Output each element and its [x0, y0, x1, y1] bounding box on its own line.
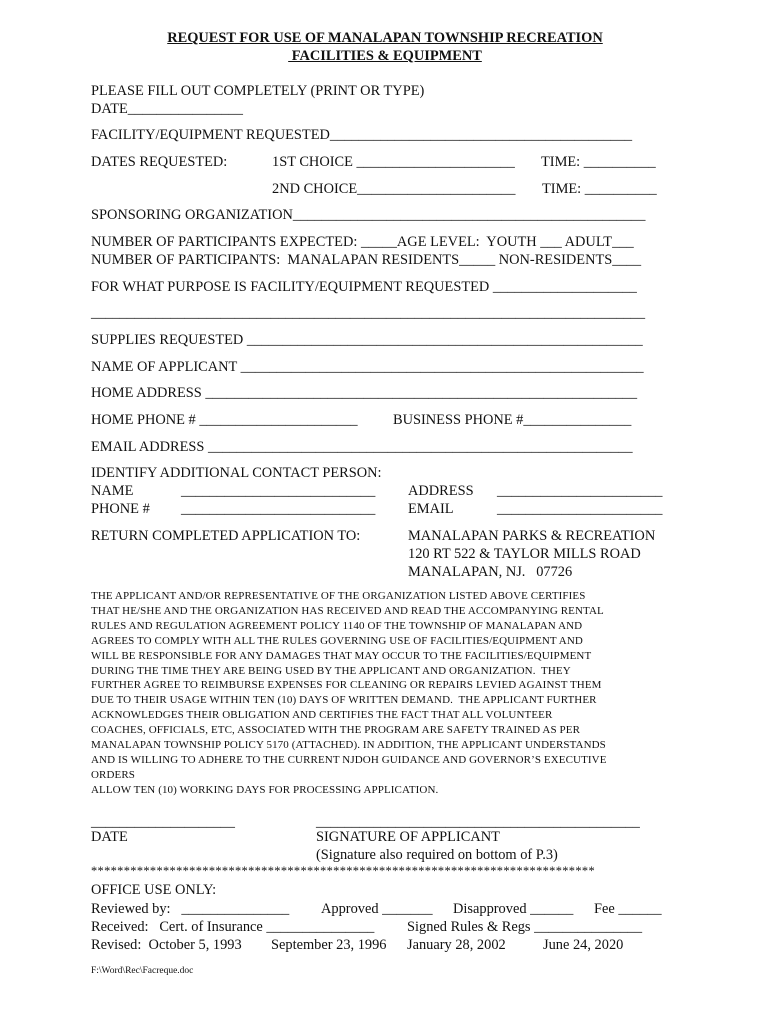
contact-phone-label: PHONE #	[91, 501, 150, 517]
agreement-line: AND IS WILLING TO ADHERE TO THE CURRENT NJDOH GUIDANCE AND GOVERNOR’S EXECUTIVE	[91, 753, 607, 766]
signed-rules-field[interactable]: Signed Rules & Regs _______________	[407, 919, 643, 935]
revision-date-2002: January 28, 2002	[407, 937, 506, 953]
contact-name-field[interactable]: ___________________________	[181, 483, 376, 499]
second-choice-time-field[interactable]: TIME: __________	[542, 181, 657, 197]
return-label: RETURN COMPLETED APPLICATION TO:	[91, 528, 361, 544]
home-phone-field[interactable]: HOME PHONE # ______________________	[91, 412, 358, 428]
second-choice-field[interactable]: 2ND CHOICE______________________	[272, 181, 516, 197]
form-title-line2: FACILITIES & EQUIPMENT	[288, 48, 482, 64]
agreement-line: ORDERS	[91, 768, 135, 781]
revision-date-2020: June 24, 2020	[543, 937, 624, 953]
agreement-line: THE APPLICANT AND/OR REPRESENTATIVE OF THE ORGANIZATION LISTED ABOVE CERTIFIES	[91, 590, 586, 602]
contact-address-label: ADDRESS	[408, 483, 474, 499]
agreement-line: COACHES, OFFICIALS, ETC, ASSOCIATED WITH THE PROGRAM ARE SAFETY TRAINED AS PER	[91, 724, 581, 737]
participants-expected-field[interactable]: NUMBER OF PARTICIPANTS EXPECTED: _____AGE LEVEL: YOUTH ___ ADULT___	[91, 234, 634, 250]
contact-email-label: EMAIL	[408, 501, 454, 517]
first-choice-time-field[interactable]: TIME: __________	[541, 154, 656, 170]
agreement-line: ALLOW TEN (10) WORKING DAYS FOR PROCESSING APPLICATION.	[91, 783, 439, 796]
separator-stars: *****************************************************************************	[91, 864, 595, 878]
instructions: PLEASE FILL OUT COMPLETELY (PRINT OR TYPE)	[91, 83, 425, 99]
file-path-footer: F:\Word\Rec\Facreque.doc	[91, 966, 194, 976]
revision-date-1996: September 23, 1996	[271, 937, 387, 953]
office-use-heading: OFFICE USE ONLY:	[91, 882, 217, 898]
signature-date-line[interactable]: ____________________	[91, 814, 235, 830]
signature-line[interactable]: _____________________________________________	[316, 814, 640, 830]
fee-field[interactable]: Fee ______	[594, 901, 662, 917]
participants-residents-field[interactable]: NUMBER OF PARTICIPANTS: MANALAPAN RESIDENTS_____ NON-RESIDENTS____	[91, 252, 642, 268]
facility-field[interactable]: FACILITY/EQUIPMENT REQUESTED__________________________________________	[91, 127, 633, 143]
first-choice-field[interactable]: 1ST CHOICE ______________________	[272, 154, 515, 170]
revised-label: Revised: October 5, 1993	[91, 937, 242, 953]
agreement-line: FURTHER AGREE TO REIMBURSE EXPENSES FOR CLEANING OR REPAIRS LEVIED AGAINST THEM	[91, 679, 602, 692]
return-address-line2: 120 RT 522 & TAYLOR MILLS ROAD	[408, 546, 641, 562]
contact-name-label: NAME	[91, 483, 134, 499]
form-title-line1: REQUEST FOR USE OF MANALAPAN TOWNSHIP RECREATION	[167, 30, 603, 46]
agreement-line: DURING THE TIME THEY ARE BEING USED BY THE APPLICANT AND ORGANIZATION. THEY	[91, 664, 571, 677]
sponsoring-organization-field[interactable]: SPONSORING ORGANIZATION_________________________________________________	[91, 207, 646, 223]
agreement-line: AGREES TO COMPLY WITH ALL THE RULES GOVERNING USE OF FACILITIES/EQUIPMENT AND	[91, 634, 583, 647]
purpose-field[interactable]: FOR WHAT PURPOSE IS FACILITY/EQUIPMENT REQUESTED ____________________	[91, 279, 637, 295]
signature-note: (Signature also required on bottom of P.3)	[316, 847, 558, 863]
agreement-line: MANALAPAN TOWNSHIP POLICY 5170 (ATTACHED). IN ADDITION, THE APPLICANT UNDERSTANDS	[91, 739, 606, 752]
signature-label: SIGNATURE OF APPLICANT	[316, 829, 500, 845]
supplies-field[interactable]: SUPPLIES REQUESTED _______________________________________________________	[91, 332, 643, 348]
return-address-line1: MANALAPAN PARKS & RECREATION	[408, 528, 656, 544]
home-address-field[interactable]: HOME ADDRESS ____________________________________________________________	[91, 385, 638, 401]
agreement-paragraph	[91, 589, 691, 798]
agreement-line: THAT HE/SHE AND THE ORGANIZATION HAS RECEIVED AND READ THE ACCOMPANYING RENTAL	[91, 604, 604, 617]
business-phone-field[interactable]: BUSINESS PHONE #_______________	[393, 412, 632, 428]
approved-field[interactable]: Approved _______	[321, 901, 433, 917]
date-field[interactable]: DATE________________	[91, 101, 243, 117]
purpose-continuation-line[interactable]: _____________________________________________________________________________	[91, 305, 646, 321]
signature-date-label: DATE	[91, 829, 128, 845]
return-address-line3: MANALAPAN, NJ. 07726	[408, 564, 573, 580]
agreement-line: ACKNOWLEDGES THEIR OBLIGATION AND CERTIFIES THE FACT THAT ALL VOLUNTEER	[91, 709, 553, 722]
contact-address-field[interactable]: _______________________	[497, 483, 663, 499]
dates-requested-label: DATES REQUESTED:	[91, 154, 228, 170]
contact-heading: IDENTIFY ADDITIONAL CONTACT PERSON:	[91, 465, 382, 481]
contact-phone-field[interactable]: ___________________________	[181, 501, 376, 517]
contact-email-field[interactable]: _______________________	[497, 501, 663, 517]
disapproved-field[interactable]: Disapproved ______	[453, 901, 574, 917]
email-address-field[interactable]: EMAIL ADDRESS ___________________________________________________________	[91, 439, 633, 455]
applicant-name-field[interactable]: NAME OF APPLICANT ________________________________________________________	[91, 359, 644, 375]
reviewed-by-field[interactable]: Reviewed by: _______________	[91, 901, 290, 917]
cert-insurance-field[interactable]: Received: Cert. of Insurance _______________	[91, 919, 375, 935]
agreement-line: RULES AND REGULATION AGREEMENT POLICY 1140 OF THE TOWNSHIP OF MANALAPAN AND	[91, 619, 583, 632]
agreement-line: WILL BE RESPONSIBLE FOR ANY DAMAGES THAT MAY OCCUR TO THE FACILITIES/EQUIPMENT	[91, 649, 592, 662]
agreement-line: DUE TO THEIR USAGE WITHIN TEN (10) DAYS OF WRITTEN DEMAND. THE APPLICANT FURTHER	[91, 694, 597, 707]
